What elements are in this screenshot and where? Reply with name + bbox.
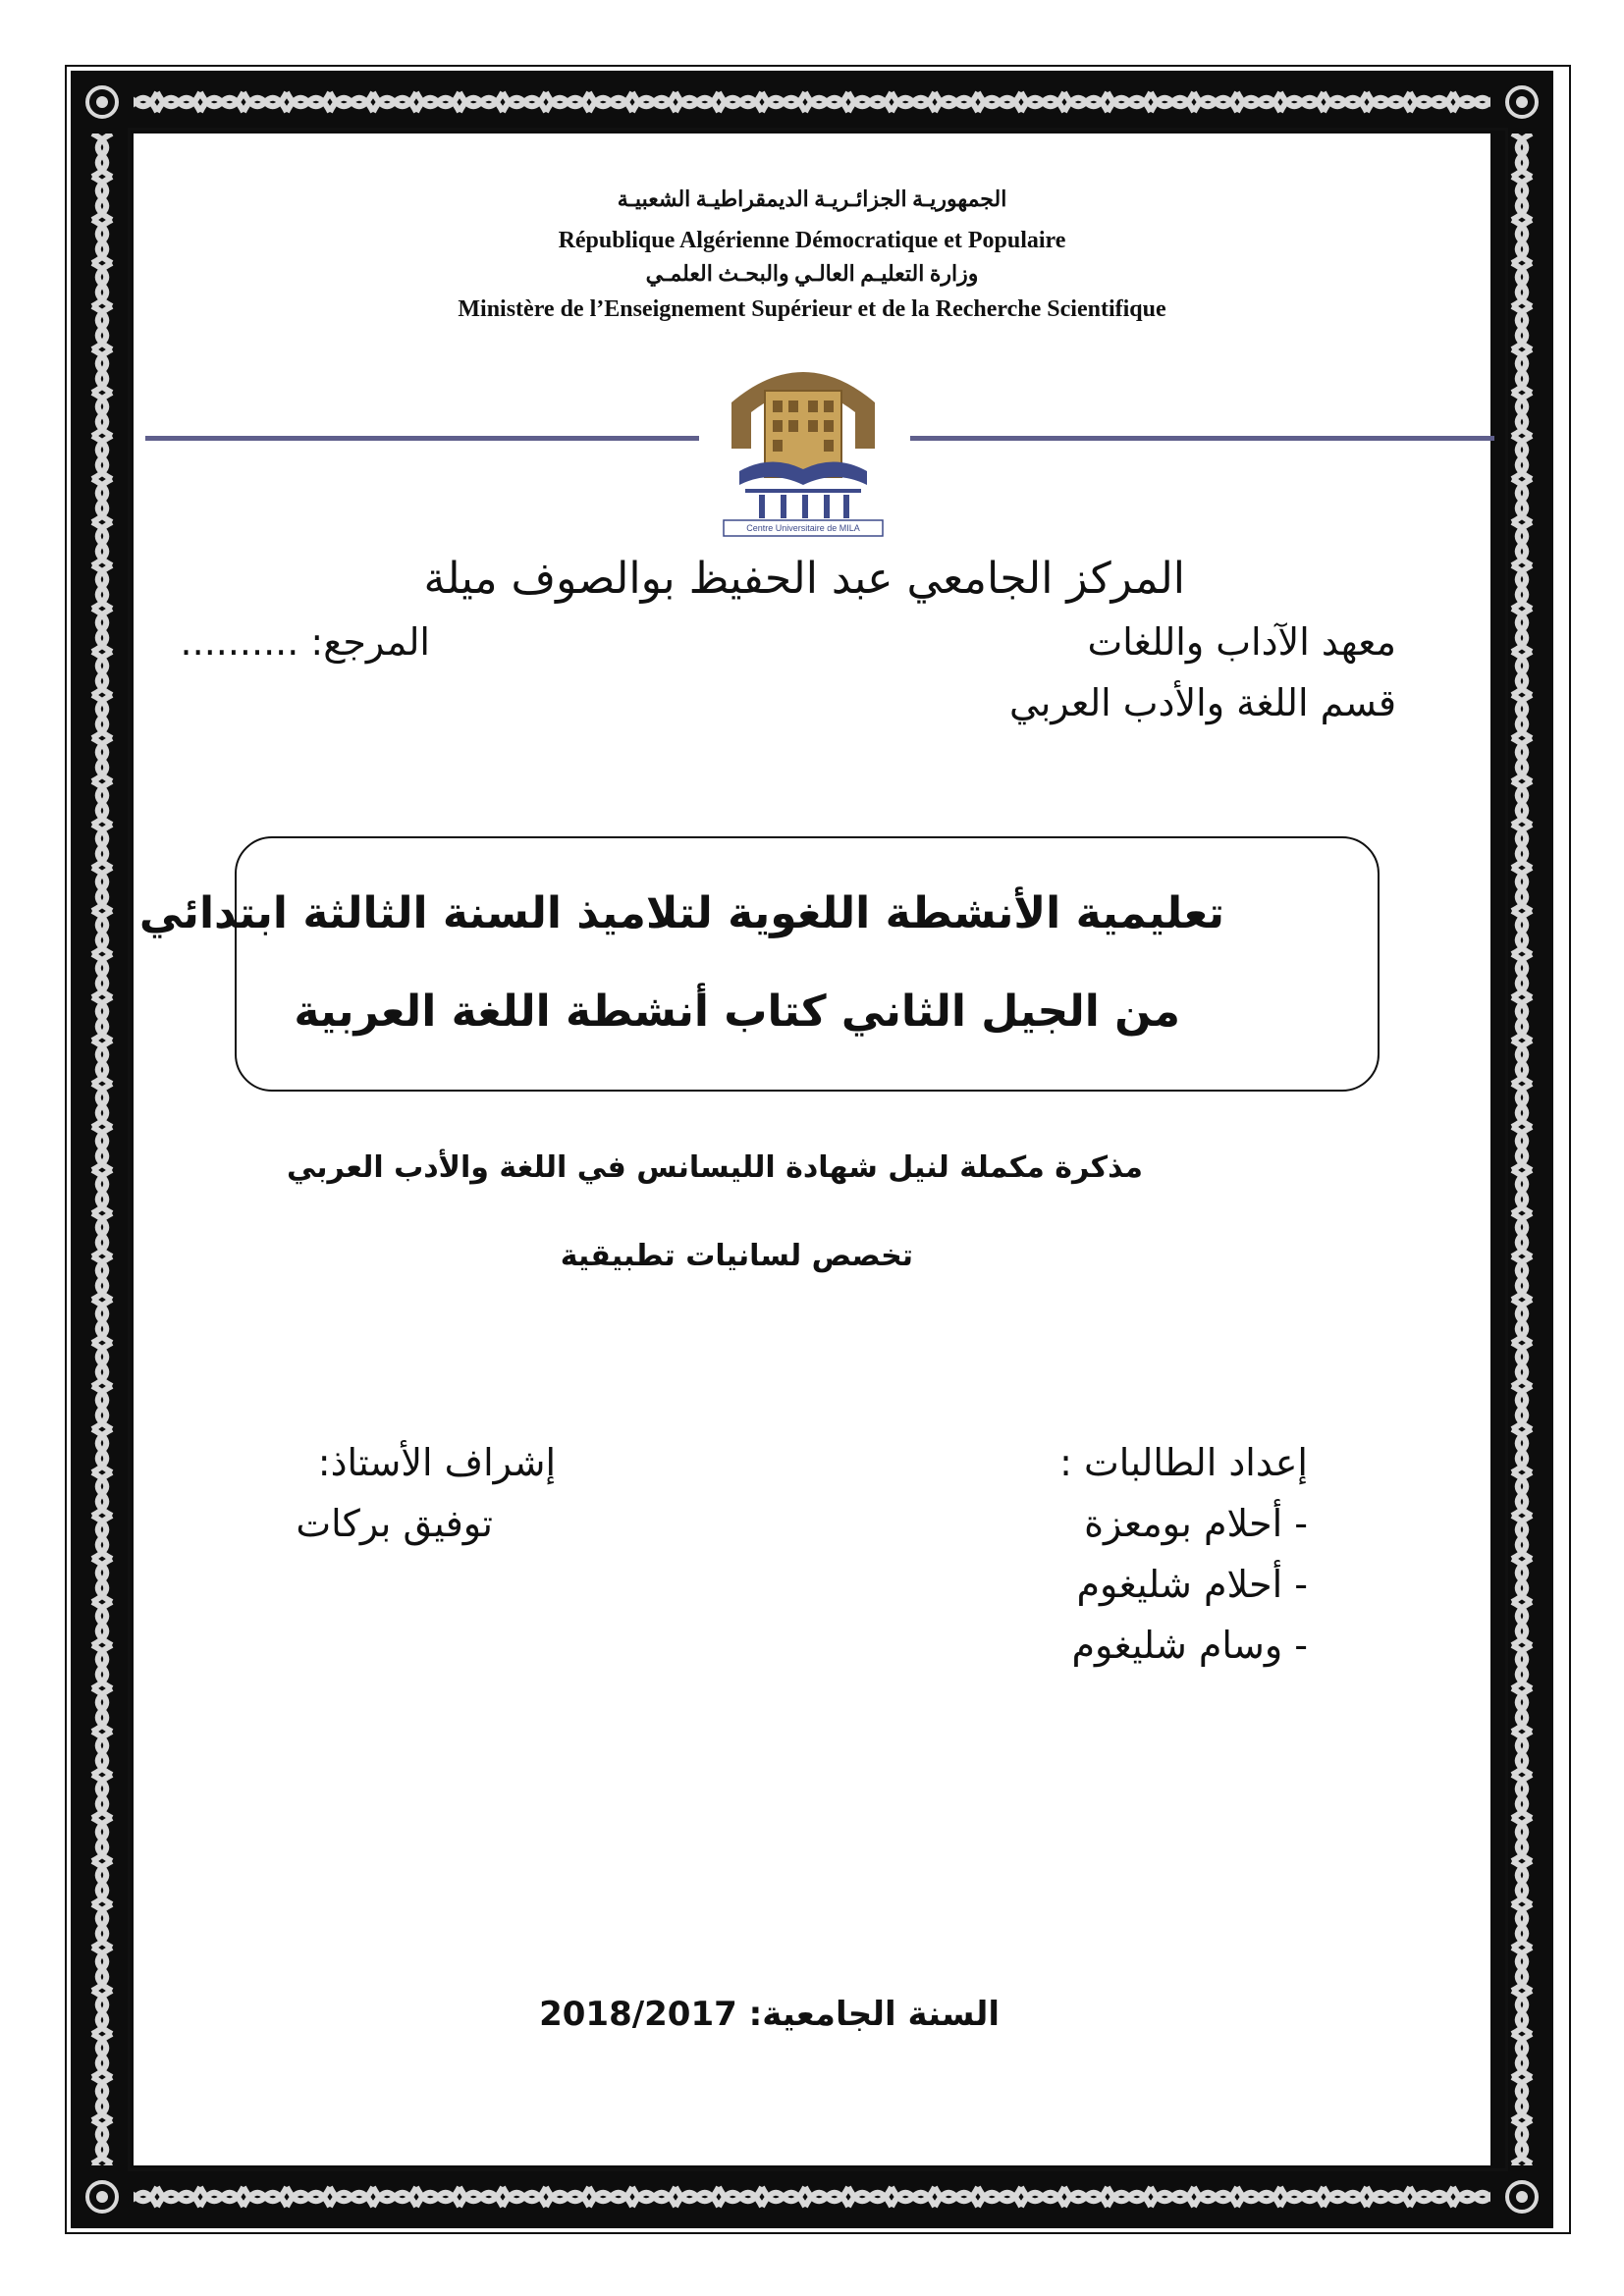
- reference-number: المرجع: ..........: [180, 620, 430, 664]
- header-rule-left: [145, 436, 699, 441]
- thesis-title-line-2: من الجيل الثاني كتاب أنشطة اللغة العربية: [294, 987, 1180, 1037]
- corner-ornament-top-left: [71, 71, 134, 133]
- center-name: المركز الجامعي عبد الحفيظ بوالصوف ميلة: [423, 554, 1185, 604]
- corner-ornament-bottom-right: [1490, 2165, 1553, 2228]
- specialty: تخصص لسانيات تطبيقية: [560, 1239, 913, 1273]
- university-logo: [720, 355, 887, 537]
- republic-french: République Algérienne Démocratique et Populaire: [558, 228, 1066, 253]
- logo-caption: Centre Universitaire de MILA: [746, 523, 860, 533]
- ministry-french: Ministère de l’Enseignement Supérieur et de la Recherche Scientifique: [458, 296, 1166, 322]
- corner-ornament-bottom-left: [71, 2165, 134, 2228]
- academic-year: السنة الجامعية: 2018/2017: [539, 1995, 1000, 2034]
- department-name: قسم اللغة والأدب العربي: [1009, 681, 1396, 724]
- supervisor-name: توفيق بركات: [296, 1502, 493, 1545]
- header-rule-right: [910, 436, 1494, 441]
- republic-arabic: الجمهوريـة الجزائـريـة الديمقراطيـة الشعبيـة: [617, 187, 1007, 211]
- thesis-title-box: [235, 836, 1380, 1092]
- supervisor-heading: إشراف الأستاذ:: [317, 1441, 556, 1484]
- top-border-band: [71, 71, 1553, 133]
- ministry-arabic: وزارة التعليـم العالـي والبحـث العلمـي: [645, 261, 979, 286]
- student-name: - أحلام بومعزة: [1084, 1502, 1308, 1545]
- institute-name: معهد الآداب واللغات: [1087, 620, 1396, 664]
- bottom-border-band: [71, 2165, 1553, 2228]
- memo-purpose: مذكرة مكملة لنيل شهادة الليسانس في اللغة والأدب العربي: [286, 1150, 1143, 1185]
- student-name: - أحلام شليغوم: [1076, 1563, 1308, 1606]
- left-border-band: [71, 133, 134, 2165]
- corner-ornament-top-right: [1490, 71, 1553, 133]
- thesis-title-line-1: تعليمية الأنشطة اللغوية لتلاميذ السنة الثالثة ابتدائي: [138, 888, 1224, 938]
- student-name: - وسام شليغوم: [1071, 1624, 1308, 1667]
- students-heading: إعداد الطالبات :: [1059, 1441, 1308, 1484]
